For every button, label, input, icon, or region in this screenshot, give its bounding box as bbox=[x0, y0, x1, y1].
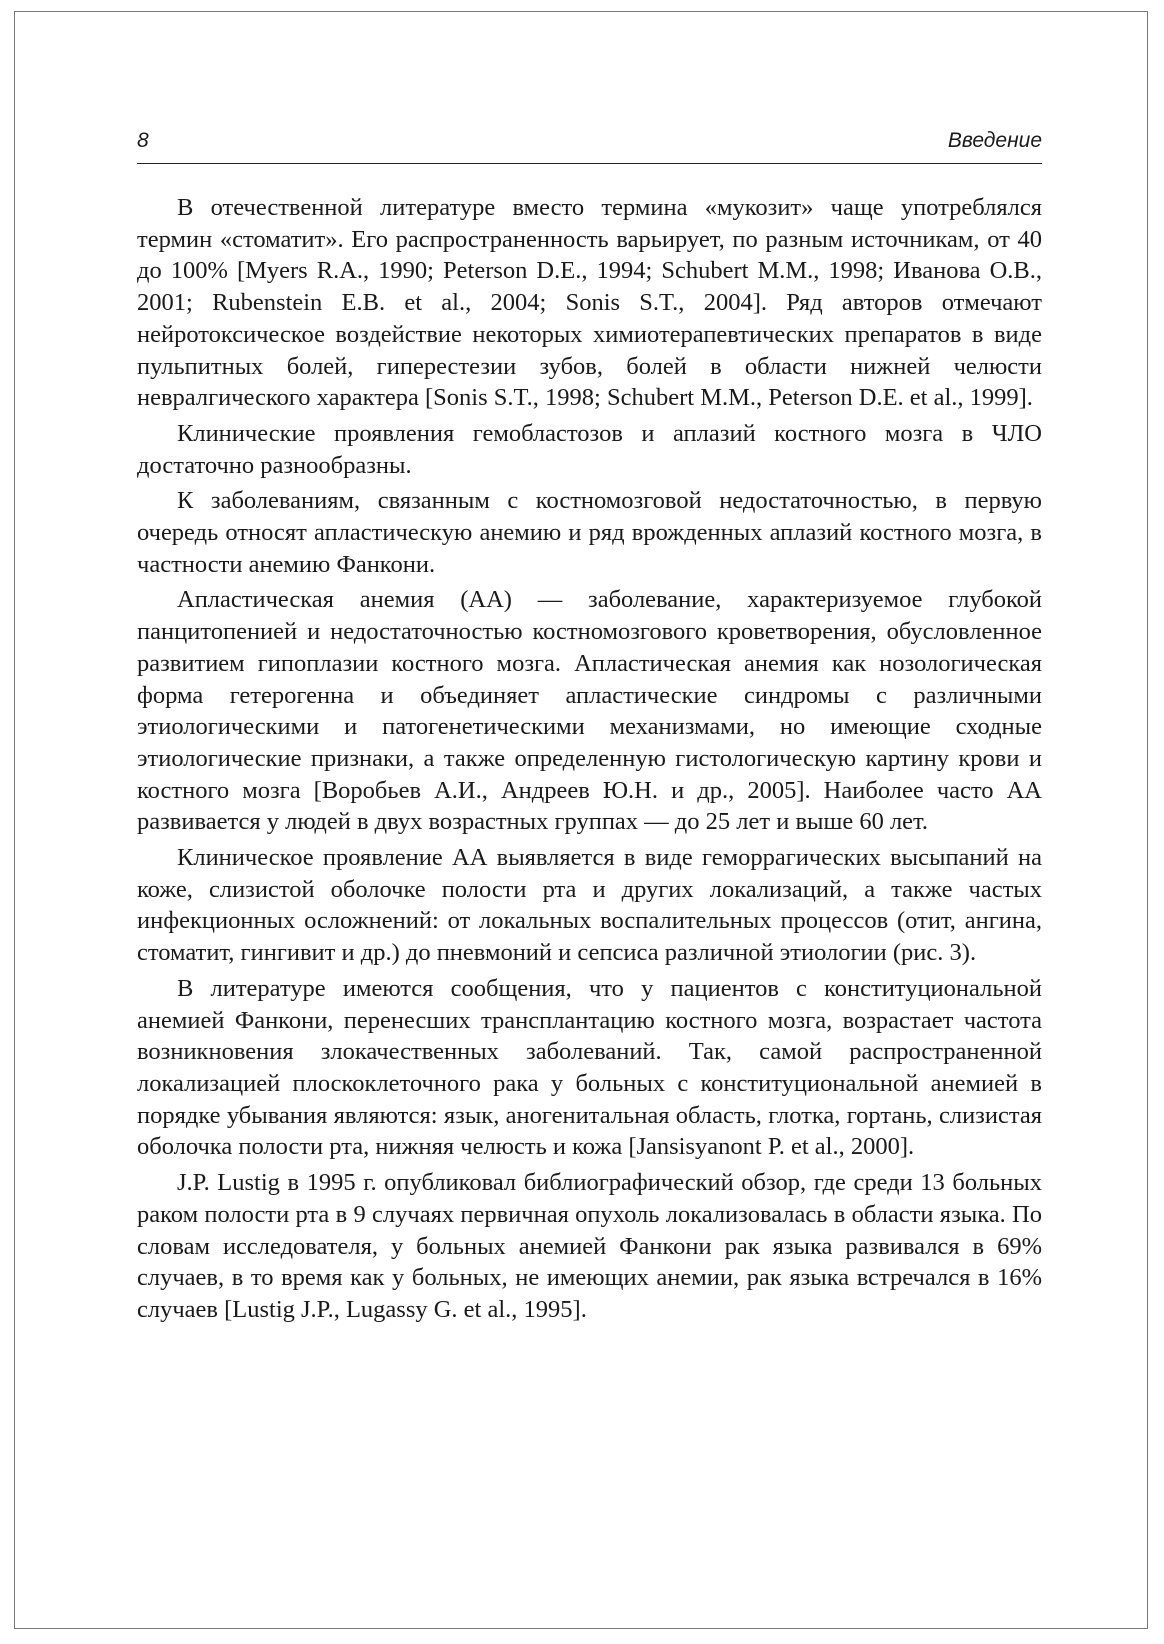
paragraph: Клинические проявления гемобластозов и аплазий костного мозга в ЧЛО достаточно разнообразны. bbox=[137, 419, 1042, 479]
paragraph: К заболеваниям, связанным с костномозговой недостаточностью, в первую очередь относят апластическую анемию и ряд врожденных аплазий костного мозга, в частности анемию Фанкони. bbox=[137, 487, 1042, 578]
paragraph: В отечественной литературе вместо термина «мукозит» чаще употреблялся термин «стоматит». Его распространенность варьирует, по разным источникам, от 40 до 100% [Myers R.A., 1990; Peterson D.E., 1994; Schubert M.M., 1998; Иванова О.В., 2001; Rubenstein E.B. et al., 2004; Sonis S.T., 2004]. Ряд авторов отмечают нейротоксическое воздействие некоторых химиотерапевтических препаратов в виде пульпитных болей, гиперестезии зубов, болей в области нижней челюсти невралгического характера [Sonis S.T., 1998; Schubert M.M., Peterson D.E. et al., 1999]. bbox=[137, 194, 1042, 412]
paragraph: В литературе имеются сообщения, что у пациентов с конституциональной анемией Фанкони, перенесших трансплантацию костного мозга, возрастает частота возникновения злокачественных заболеваний. Так, самой распространенной локализацией плоскоклеточного рака у больных с конституциональной анемией в порядке убывания являются: язык, аногенитальная область, глотка, гортань, слизистая оболочка полости рта, нижняя челюсть и кожа [Jansisyanont P. et al., 2000]. bbox=[137, 974, 1042, 1161]
section-title: Введение bbox=[947, 129, 1042, 152]
body-text bbox=[137, 192, 1042, 1330]
running-header bbox=[137, 123, 1042, 164]
paragraph: Клиническое проявление АА выявляется в виде геморрагических высыпаний на коже, слизистой оболочке полости рта и других локализаций, а также частых инфекционных осложнений: от локальных воспалительных процессов (отит, ангина, стоматит, гингивит и др.) до пневмоний и сепсиса различной этиологии (рис. 3). bbox=[137, 844, 1042, 967]
paragraph: J.P. Lustig в 1995 г. опубликовал библиографический обзор, где среди 13 больных раком полости рта в 9 случаях первичная опухоль локализовалась в области языка. По словам исследователя, у больных анемией Фанкони рак языка развивался в 69% случаев, в то время как у больных, не имеющих анемии, рак языка встречался в 16% случаев [Lustig J.P., Lugassy G. et al., 1995]. bbox=[137, 1169, 1042, 1323]
paragraph: Апластическая анемия (АА) — заболевание, характеризуемое глубокой панцитопенией и недостаточностью костномозгового кроветворения, обусловленное развитием гипоплазии костного мозга. Апластическая анемия как нозологическая форма гетерогенна и объединяет апластические синдромы с различными этиологическими и патогенетическими механизмами, но имеющие сходные этиологические признаки, а также определенную гистологическую картину крови и костного мозга [Воробьев А.И., Андреев Ю.Н. и др., 2005]. Наиболее часто АА развивается у людей в двух возрастных группах — до 25 лет и выше 60 лет. bbox=[137, 586, 1042, 836]
page-number: 8 bbox=[137, 129, 149, 152]
